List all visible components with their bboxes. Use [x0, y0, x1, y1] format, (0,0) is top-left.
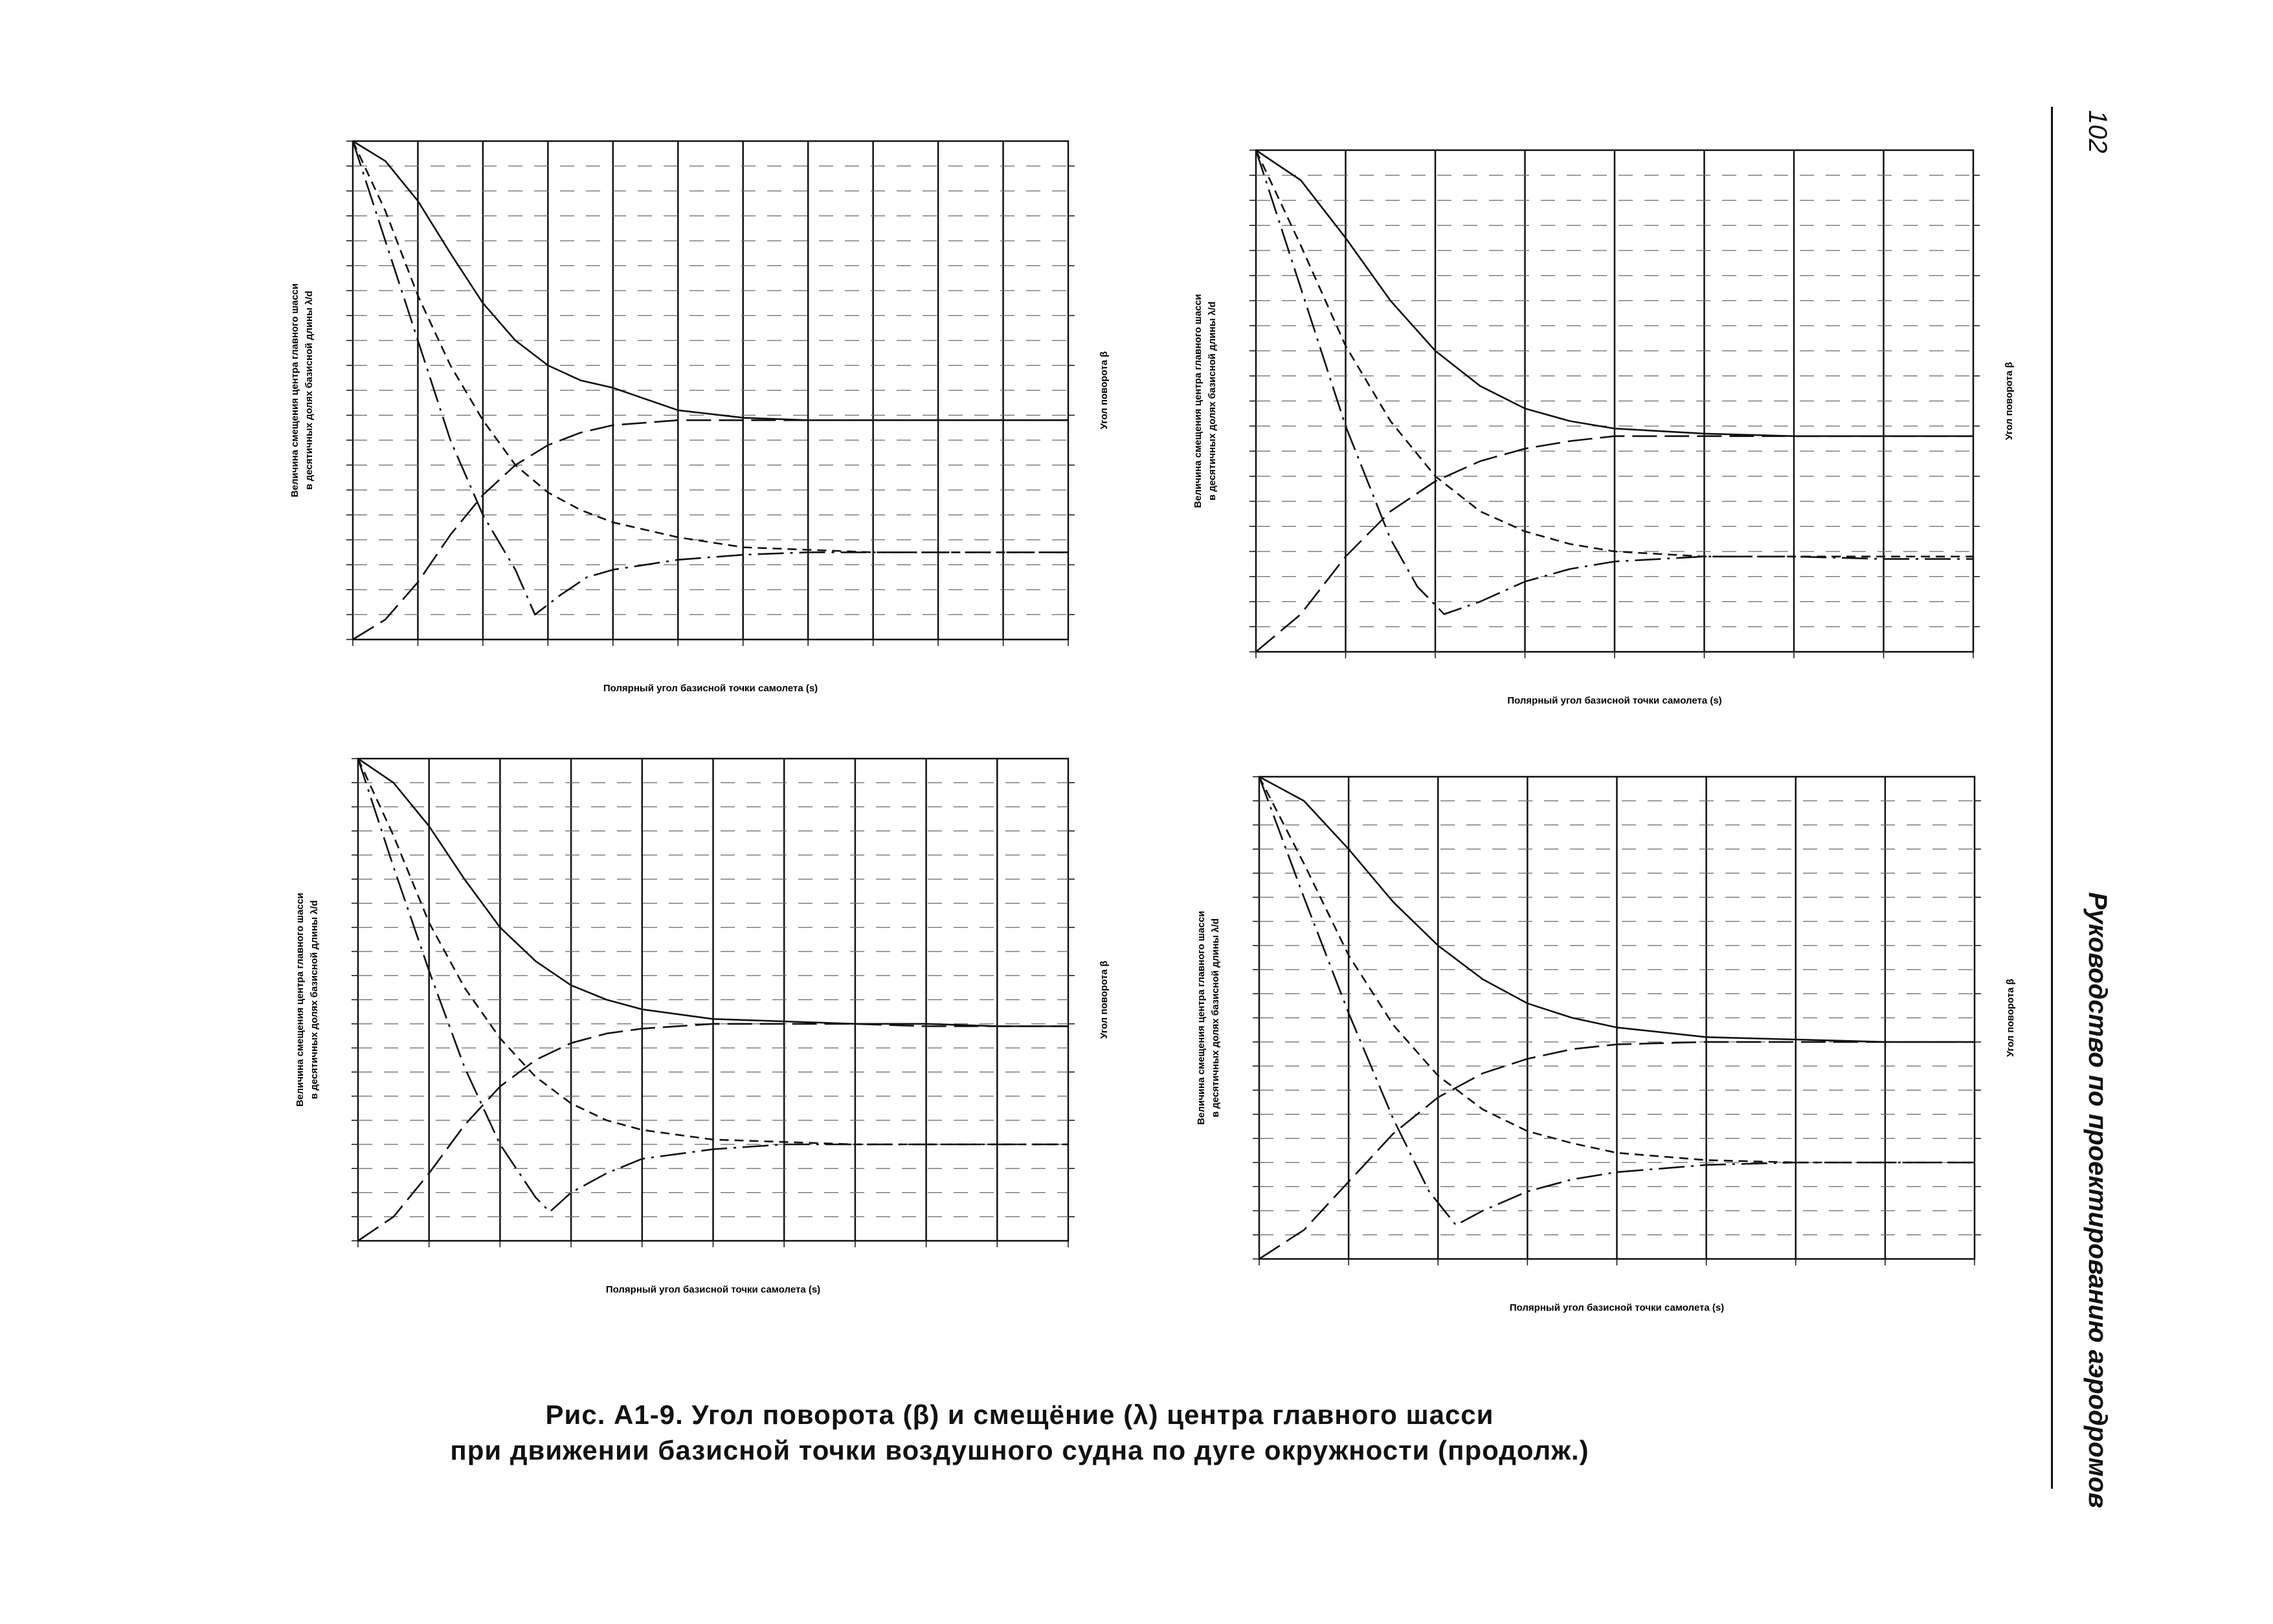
y-axis-label-left: Величина смещения центра главного шасси в десятичных долях базисной длины λ/d: [1196, 911, 1221, 1125]
series-line-short-dash: [353, 141, 1068, 552]
chart-panel-bottom-left: [295, 759, 1110, 1295]
x-axis-label: Полярный угол базисной точки самолета (s): [603, 683, 818, 694]
header-rule: [2051, 107, 2053, 1489]
figure-caption-line-1: Рис. А1-9. Угол поворота (β) и смещёние (λ) центра главного шасси: [545, 1399, 1494, 1430]
series-line-solid: [353, 141, 1068, 420]
running-header: [2065, 110, 2117, 1508]
y-axis-label-left: Величина смещения центра главного шасси в десятичных долях базисной длины λ/d: [289, 283, 315, 498]
page-number: 102: [2083, 110, 2112, 153]
x-axis-label: Полярный угол базисной точки самолета (s): [605, 1284, 821, 1295]
chart-panel-bottom-right: [1196, 777, 2016, 1313]
series-line-dash-dot: [353, 141, 1068, 615]
running-title: Руководство по проектированию аэродромов: [2083, 892, 2112, 1508]
series-line-long-dash: [353, 420, 1068, 640]
y-axis-label-left: Величина смещения центра главного шасси в десятичных долях базисной длины λ/d: [1192, 294, 1218, 508]
x-axis-label: Полярный угол базисной точки самолета (s): [1509, 1302, 1725, 1313]
y-axis-label-right: Угол поворота β: [2004, 362, 2015, 440]
y-axis-label-right: Угол поворота β: [2005, 979, 2016, 1057]
y-axis-label-left: Величина смещения центра главного шасси в десятичных долях базисной длины λ/d: [295, 893, 320, 1107]
chart-panel-top-left: [289, 141, 1110, 694]
y-axis-label-right: Угол поворота β: [1099, 351, 1110, 430]
x-axis-label: Полярный угол базисной точки самолета (s): [1507, 695, 1722, 706]
chart-panel-top-right: [1192, 150, 2015, 706]
figure-caption-line-2: при движении базисной точки воздушного судна по дуге окружности (продолж.): [450, 1435, 1589, 1465]
y-axis-label-right: Угол поворота β: [1099, 961, 1110, 1039]
